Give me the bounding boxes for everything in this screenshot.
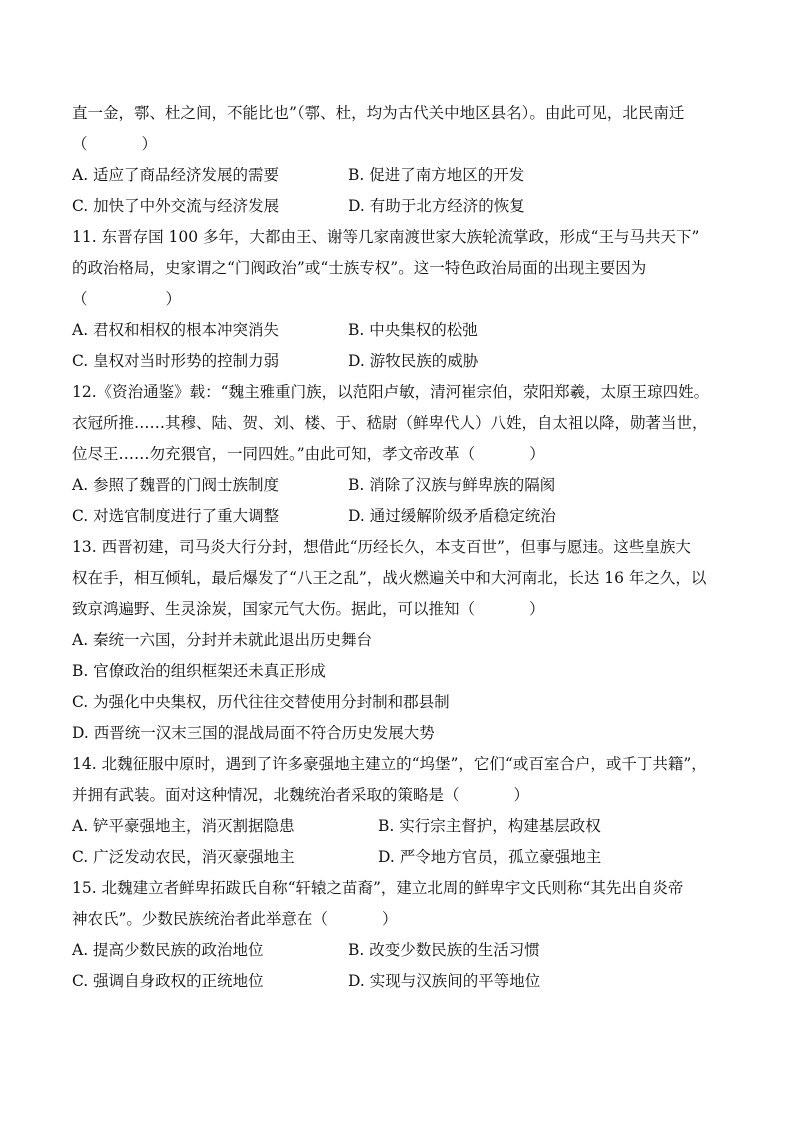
question-12-stem-text: 位尽王……勿充猥官，一同四姓。”由此可知，孝文帝改革（ [72,445,476,463]
options-row [72,501,732,532]
option-a[interactable]: A. 铲平豪强地主，消灭割据隐患 [72,817,295,835]
bracket-close: ） [513,786,530,804]
option-d[interactable]: D. 游牧民族的威胁 [348,352,479,370]
option-d[interactable]: D. 西晋统一汉末三国的混战局面不符合历史发展大势 [72,724,435,742]
question-13-stem-text: 致京鸿遍野、生灵涂炭，国家元气大伤。据此，可以推知（ [72,600,476,618]
options-row [72,966,732,997]
question-10-text-line: 直一金，鄠、杜之间，不能比也”（鄠、杜，均为古代关中地区县名）。由此可见，北民南迁 [72,104,685,122]
question-11-stem-line: 11. 东晋存国 100 多年，大都由王、谢等几家南渡世家大族轮流掌政，形成“王与马共天下” [72,228,700,246]
option-d[interactable]: D. 通过缓解阶级矛盾稳定统治 [348,507,556,525]
question-13-stem-line: 权在手，相互倾轧，最后爆发了“八王之乱”，战火燃遍关中和大河南北，长达 16 年之久，以 [72,569,707,587]
bracket-open: （ [72,135,88,153]
options-row [72,842,732,873]
option-c[interactable]: C. 广泛发动农民，消灭豪强地主 [72,848,295,866]
option-c[interactable]: C. 皇权对当时形势的控制力弱 [72,352,280,370]
option-a[interactable]: A. 秦统一六国，分封并未就此退出历史舞台 [72,631,373,649]
question-10 [72,98,732,222]
question-13-stem-line: 13. 西晋初建，司马炎大行分封，想借此“历经长久，本支百世”，但事与愿违。这些皇族大 [72,538,691,556]
option-a[interactable]: A. 提高少数民族的政治地位 [72,941,264,959]
bracket-close: ） [141,135,158,153]
bracket-open: （ [72,290,88,308]
option-b[interactable]: B. 中央集权的松弛 [348,321,478,339]
options-row [72,191,732,222]
question-15 [72,873,732,997]
options-row [72,160,732,191]
bracket-close: ） [529,445,545,463]
option-d[interactable]: D. 实现与汉族间的平等地位 [348,972,541,990]
question-14-stem-line: 14. 北魏征服中原时，遇到了许多豪强地主建立的“坞堡”，它们“或百室合户，或千丁共籍”， [72,755,707,773]
option-c[interactable]: C. 为强化中央集权，历代往往交替使用分封制和郡县制 [72,693,450,711]
option-d[interactable]: D. 有助于北方经济的恢复 [348,197,525,215]
option-c[interactable]: C. 加快了中外交流与经济发展 [72,197,280,215]
option-a[interactable]: A. 君权和相权的根本冲突消失 [72,321,280,339]
option-c[interactable]: C. 对选官制度进行了重大调整 [72,507,280,525]
question-15-stem-line: 15. 北魏建立者鲜卑拓跋氏自称“轩辕之苗裔”，建立北周的鲜卑宇文氏则称“其先出自炎帝 [72,879,684,897]
options-row [72,346,732,377]
options-row [72,315,732,346]
option-a[interactable]: A. 适应了商品经济发展的需要 [72,166,280,184]
option-b[interactable]: B. 改变少数民族的生活习惯 [348,941,540,959]
options-row [72,811,732,842]
options-row [72,470,732,501]
question-15-stem-line [72,904,732,935]
question-13-stem-line [72,594,732,625]
question-14-stem-text: 并拥有武装。面对这种情况，北魏统治者采取的策略是（ [72,786,460,804]
question-11 [72,222,732,377]
options-row [72,935,732,966]
bracket-close: ） [529,600,545,618]
answer-bracket [72,284,732,315]
question-12 [72,377,732,532]
option-d[interactable]: D. 严令地方官员，孤立豪强地主 [378,848,602,866]
question-12-stem-line: 衣冠所推……其穆、陆、贺、刘、楼、于、嵇尉（鲜卑代人）八姓，自太祖以降，勋著当世， [72,414,708,432]
question-12-stem-line: 12.《资治通鉴》载：“魏主雅重门族，以范阳卢敏，清河崔宗伯，荥阳郑羲，太原王琼四姓。 [72,383,710,401]
exam-page [72,98,732,997]
option-b[interactable]: B. 官僚政治的组织框架还未真正形成 [72,662,326,680]
question-12-stem-line [72,439,732,470]
bracket-close: ） [165,290,182,308]
option-b[interactable]: B. 实行宗主督护，构建基层政权 [378,817,601,835]
question-13 [72,532,732,749]
question-11-stem-line: 的政治格局，史家谓之“门阀政治”或“士族专权”。这一特色政治局面的出现主要因为 [72,259,647,277]
option-b[interactable]: B. 消除了汉族与鲜卑族的隔阂 [348,476,556,494]
question-15-stem-text: 神农氏”。少数民族统治者此举意在（ [72,910,328,928]
option-c[interactable]: C. 强调自身政权的正统地位 [72,972,264,990]
answer-bracket [72,129,732,160]
question-14 [72,749,732,873]
option-b[interactable]: B. 促进了南方地区的开发 [348,166,525,184]
bracket-close: ） [381,910,398,928]
question-14-stem-line [72,780,732,811]
option-a[interactable]: A. 参照了魏晋的门阀士族制度 [72,476,280,494]
